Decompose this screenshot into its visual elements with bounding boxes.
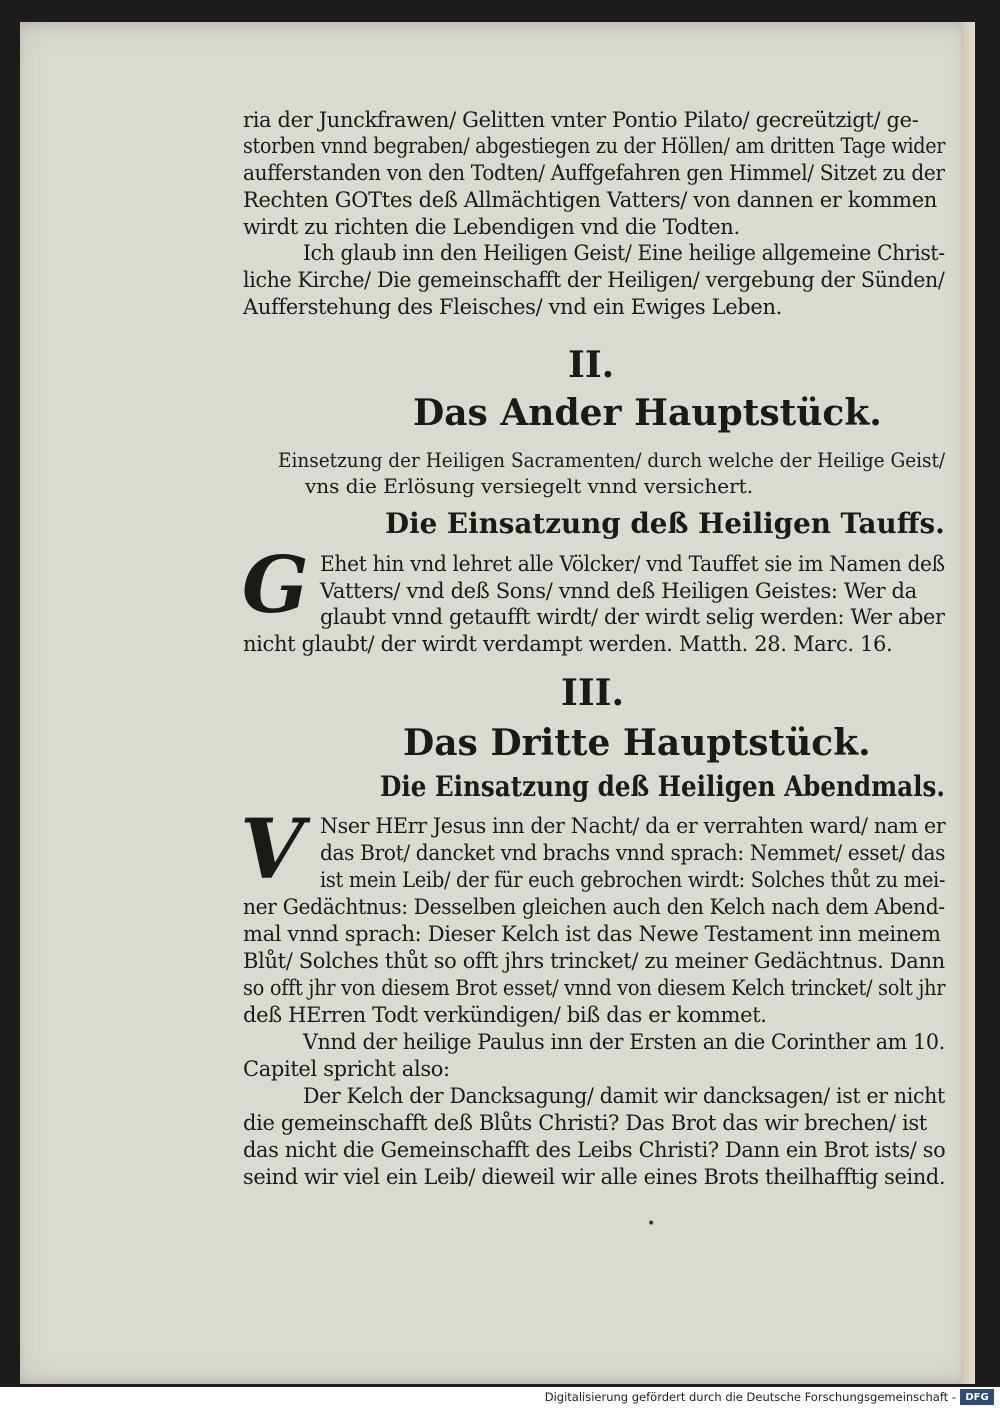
funding-note: Digitalisierung gefördert durch die Deutsche Forschungsgemeinschaft - <box>544 1390 956 1404</box>
section-title: Das Dritte Hauptstück. <box>403 722 871 764</box>
text-line: Blůt/ Solches thůt so offt jhrs trincket/ zu meiner Gedächtnus. Dann <box>243 949 945 973</box>
text-line: Der Kelch der Dancksagung/ damit wir dancksagen/ ist er nicht <box>303 1084 945 1108</box>
text-line: liche Kirche/ Die gemeinschafft der Heiligen/ vergebung der Sünden/ <box>243 268 945 292</box>
footer-bar <box>0 1387 1000 1408</box>
drop-cap: V <box>240 802 304 898</box>
section-heading: Die Einsatzung deß Heiligen Abendmals. <box>380 770 945 803</box>
text-line: storben vnnd begraben/ abgestiegen zu der Höllen/ am dritten Tage wider <box>243 134 946 158</box>
text-line: Vatters/ vnd deß Sons/ vnnd deß Heiligen Geistes: Wer da <box>320 579 917 603</box>
book-page <box>20 22 975 1384</box>
text-line: Capitel spricht also: <box>243 1057 450 1081</box>
text-line: seind wir viel ein Leib/ dieweil wir alle eines Brots theilhafftig seind. <box>243 1165 946 1189</box>
text-line: Ehet hin vnd lehret alle Völcker/ vnd Tauffet sie im Namen deß <box>320 552 945 576</box>
text-line: so offt jhr von diesem Brot esset/ vnnd von diesem Kelch trincket/ solt jhr <box>243 976 946 1000</box>
text-line: das nicht die Gemeinschafft des Leibs Christi? Dann ein Brot ists/ so <box>243 1138 946 1162</box>
section-numeral: III. <box>561 672 625 714</box>
text-line: Ich glaub inn den Heiligen Geist/ Eine heilige allgemeine Christ- <box>303 241 945 265</box>
section-subtitle: vns die Erlösung versiegelt vnnd versichert. <box>305 474 754 498</box>
text-line: Rechten GOTtes deß Allmächtigen Vatters/ von dannen er kommen <box>243 188 937 212</box>
text-line: nicht glaubt/ der wirdt verdampt werden. Matth. 28. Marc. 16. <box>243 632 893 656</box>
text-line: Aufferstehung des Fleisches/ vnd ein Ewiges Leben. <box>243 295 782 319</box>
section-title: Das Ander Hauptstück. <box>413 392 882 434</box>
dfg-logo: DFG <box>960 1389 994 1405</box>
text-line: mal vnnd sprach: Dieser Kelch ist das Newe Testament inn meinem <box>243 922 941 946</box>
text-line: ria der Junckfrawen/ Gelitten vnter Pontio Pilato/ gecreützigt/ ge- <box>243 108 919 132</box>
text-line: deß HErren Todt verkündigen/ biß das er kommet. <box>243 1003 767 1027</box>
text-line: wirdt zu richten die Lebendigen vnd die Todten. <box>243 215 740 239</box>
drop-cap: G <box>242 540 309 631</box>
text-line: die gemeinschafft deß Blůts Christi? Das Brot das wir brechen/ ist <box>243 1111 927 1135</box>
section-heading: Die Einsatzung deß Heiligen Tauffs. <box>385 507 945 540</box>
text-line: ist mein Leib/ der für euch gebrochen wirdt: Solches thůt zu mei- <box>320 868 946 892</box>
text-line: Vnnd der heilige Paulus inn der Ersten an die Corinther am 10. <box>303 1030 945 1054</box>
text-line: Nser HErr Jesus inn der Nacht/ da er verrahten ward/ nam er <box>320 814 946 838</box>
page-speck: • <box>647 1216 656 1232</box>
section-subtitle: Einsetzung der Heiligen Sacramenten/ durch welche der Heilige Geist/ <box>278 448 946 472</box>
text-line: ner Gedächtnus: Desselben gleichen auch den Kelch nach dem Abend- <box>243 895 945 919</box>
text-line: glaubt vnnd getaufft wirdt/ der wirdt selig werden: Wer aber <box>320 605 945 629</box>
section-numeral: II. <box>568 344 615 386</box>
page-edge <box>961 22 975 1384</box>
text-line: das Brot/ dancket vnd brachs vnnd sprach: Nemmet/ esset/ das <box>320 841 946 865</box>
text-line: aufferstanden von den Todten/ Auffgefahren gen Himmel/ Sitzet zu der <box>243 161 945 185</box>
